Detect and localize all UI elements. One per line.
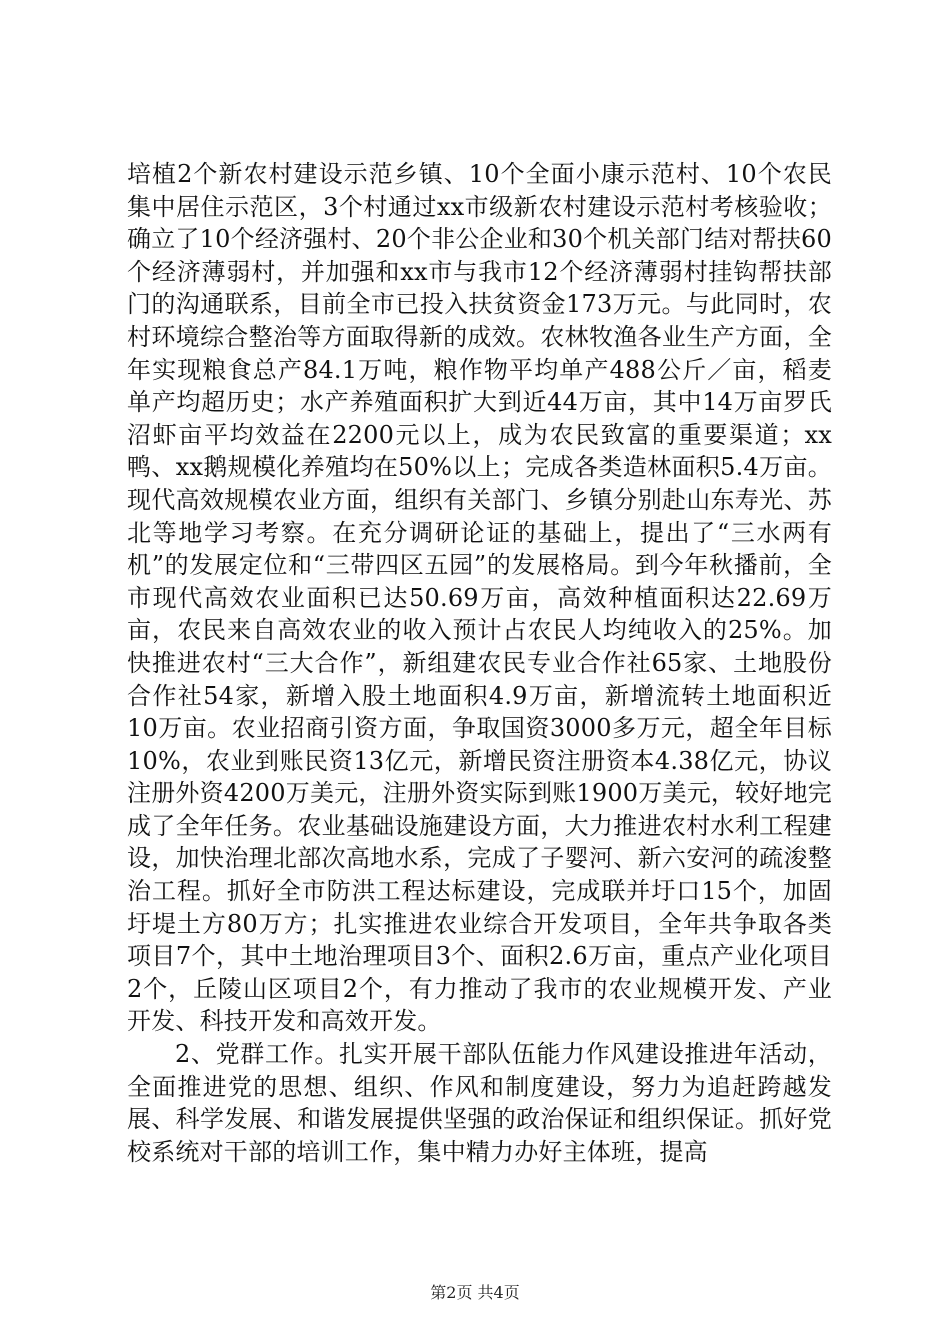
document-body xyxy=(127,158,832,1168)
paragraph-party-work: 2、党群工作。扎实开展干部队伍能力作风建设推进年活动，全面推进党的思想、组织、作风和制度建设，努力为追赶跨越发展、科学发展、和谐发展提供坚强的政治保证和组织保证。抓好党校系统对干部的培训工作，集中精力办好主体班，提高 xyxy=(127,1040,832,1166)
paragraph-agriculture: 培植2个新农村建设示范乡镇、10个全面小康示范村、10个农民集中居住示范区，3个村通过xx市级新农村建设示范村考核验收；确立了10个经济强村、20个非公企业和30个机关部门结对帮扶60个经济薄弱村，并加强和xx市与我市12个经济薄弱村挂钩帮扶部门的沟通联系，目前全市已投入扶贫资金173万元。与此同时，农村环境综合整治等方面取得新的成效。农林牧渔各业生产方面，全年实现粮食总产84.1万吨，粮作物平均单产488公斤／亩，稻麦单产均超历史；水产养殖面积扩大到近44万亩，其中14万亩罗氏沼虾亩平均效益在2200元以上，成为农民致富的重要渠道；xx鸭、xx鹅规模化养殖均在50%以上；完成各类造林面积5.4万亩。现代高效规模农业方面，组织有关部门、乡镇分别赴山东寿光、苏北等地学习考察。在充分调研论证的基础上，提出了“三水两有机”的发展定位和“三带四区五园”的发展格局。到今年秋播前，全市现代高效农业面积已达50.69万亩，高效种植面积达22.69万亩，农民来自高效农业的收入预计占农民人均纯收入的25%。加快推进农村“三大合作”，新组建农民专业合作社65家、土地股份合作社54家，新增入股土地面积4.9万亩，新增流转土地面积近10万亩。农业招商引资方面，争取国资3000多万元，超全年目标10%，农业到账民资13亿元，新增民资注册资本4.38亿元，协议注册外资4200万美元，注册外资实际到账1900万美元，较好地完成了全年任务。农业基础设施建设方面，大力推进农村水利工程建设，加快治理北部次高地水系，完成了子婴河、新六安河的疏浚整治工程。抓好全市防洪工程达标建设，完成联并圩口15个，加固圩堤土方80万方；扎实推进农业综合开发项目，全年共争取各类项目7个，其中土地治理项目3个、面积2.6万亩，重点产业化项目2个，丘陵山区项目2个，有力推动了我市的农业规模开发、产业开发、科技开发和高效开发。 xyxy=(127,160,832,1036)
page-footer: 第2页 共4页 xyxy=(430,1283,520,1302)
